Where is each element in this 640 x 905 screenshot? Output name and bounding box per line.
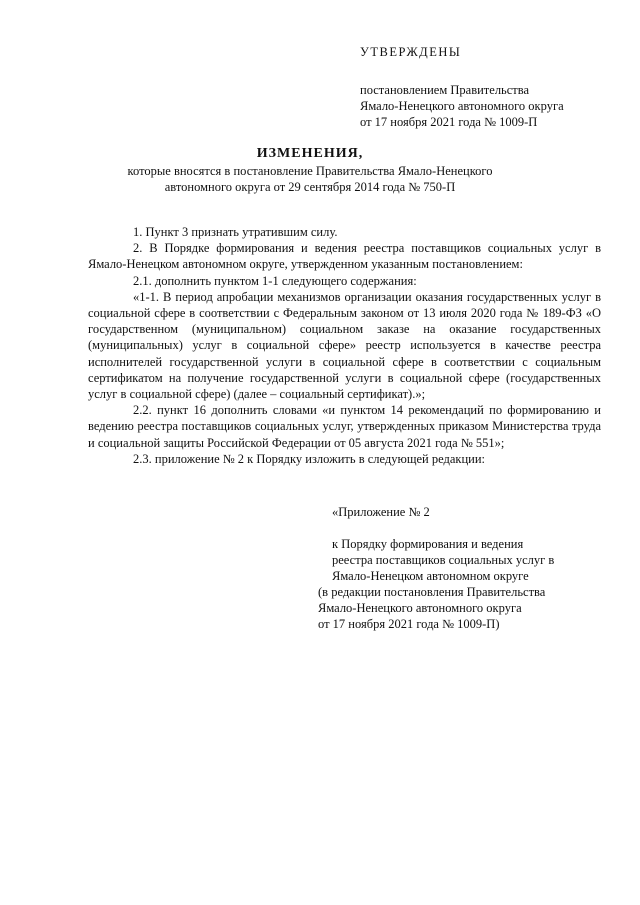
appendix-line: от 17 ноября 2021 года № 1009-П)	[318, 617, 500, 631]
approval-line: от 17 ноября 2021 года № 1009-П	[360, 115, 538, 129]
approval-block	[360, 44, 620, 130]
approval-title: УТВЕРЖДЕНЫ	[360, 45, 462, 59]
appendix-line: Ямало-Ненецкого автономного округа	[318, 601, 522, 615]
appendix-block	[318, 504, 607, 632]
document-subtitle-line: автономного округа от 29 сентября 2014 года № 750-П	[164, 180, 456, 194]
appendix-line: реестра поставщиков социальных услуг в	[332, 553, 555, 567]
document-title: ИЗМЕНЕНИЯ,	[256, 146, 364, 161]
paragraph-2-2: 2.2. пункт 16 дополнить словами «и пунктом 14 рекомендаций по формированию и ведению реестра поставщиков социальных услуг, утвержденных приказом Министерства труда и социальной защиты Российской Федерации от 05 августа 2021 года № 551»;	[88, 403, 601, 450]
appendix-line: (в редакции постановления Правительства	[318, 585, 546, 599]
document-heading	[110, 146, 510, 195]
approval-line: Ямало-Ненецкого автономного округа	[360, 99, 564, 113]
paragraph-2: 2. В Порядке формирования и ведения реестра поставщиков социальных услуг в Ямало-Ненецком автономном округе, утвержденном указанным постановлением:	[88, 241, 601, 272]
document-subtitle-line: которые вносятся в постановление Правительства Ямало-Ненецкого	[127, 164, 493, 178]
paragraph-2-3: 2.3. приложение № 2 к Порядку изложить в следующей редакции:	[133, 451, 485, 466]
paragraph-2-1: 2.1. дополнить пунктом 1-1 следующего содержания:	[133, 273, 417, 288]
appendix-reference	[332, 536, 607, 584]
paragraph-1: 1. Пункт 3 признать утратившим силу.	[133, 225, 338, 239]
paragraph-1-1-quote: «1-1. В период апробации механизмов организации оказания государственных услуг в социальной сфере в соответствии с Федеральным законом от 13 июля 2020 года № 189-ФЗ «О государственном (муниципальном) социальном заказе на оказание государственных (муниципальных) услуг в социальной сфере» реестр используется в качестве реестра исполнителей государственной услуги в социальной сфере в соответствии с социальным сертификатом на получение государственной услуги в социальной сфере (государственных услуг в социальной сфере) (далее – социальный сертификат).»;	[88, 289, 601, 402]
appendix-edition-note	[318, 584, 607, 632]
appendix-line: к Порядку формирования и ведения	[332, 537, 524, 551]
appendix-line: Ямало-Ненецком автономном округе	[332, 569, 529, 583]
appendix-title: «Приложение № 2	[332, 505, 430, 519]
approval-line: постановлением Правительства	[360, 83, 530, 97]
document-body	[88, 224, 601, 467]
